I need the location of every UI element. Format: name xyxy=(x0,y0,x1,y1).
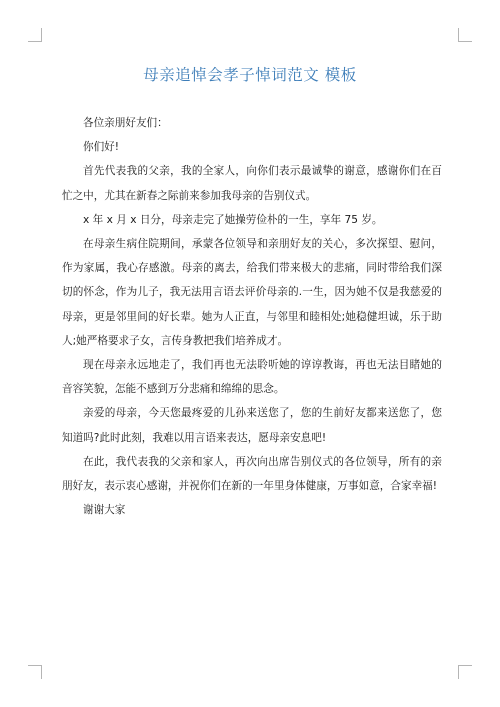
crop-mark-top-right xyxy=(458,41,472,42)
crop-mark-bottom-left xyxy=(41,665,42,679)
crop-mark-top-left xyxy=(41,28,42,42)
body-paragraph: 首先代表我的父亲，我的全家人，向你们表示最诚挚的谢意，感谢你们在百忙之中，尤其在新春之际前来参加我母亲的告别仪式。 xyxy=(62,165,442,202)
crop-mark-top-right xyxy=(458,28,459,42)
closing: 谢谢大家 xyxy=(83,504,126,517)
body-paragraph: x 年 x 月 x 日分，母亲走完了她操劳俭朴的一生，享年 75 岁。 xyxy=(83,213,383,226)
crop-mark-top-left xyxy=(28,41,42,42)
crop-mark-bottom-left xyxy=(28,665,42,666)
body-paragraph: 在母亲生病住院期间，承蒙各位领导和亲朋好友的关心，多次探望、慰问，作为家属，我心存感激。母亲的离去，给我们带来极大的悲痛，同时带给我们深切的怀念，作为儿子，我无法用言语去评价母亲的.一生，因为她不仅是我慈爱的母亲，更是邻里间的好长辈。她为人正直，与邻里和睦相处;她稳健坦诚，乐于助人;她严格要求子女，言传身教把我们培养成才。 xyxy=(62,238,442,347)
document-body xyxy=(62,111,442,522)
body-paragraph: 现在母亲永远地走了，我们再也无法聆听她的谆谆教诲，再也无法目睹她的音容笑貌，怎能不感到万分悲痛和绵绵的思念。 xyxy=(62,359,442,396)
crop-mark-bottom-right xyxy=(458,665,472,666)
document-title: 母亲追悼会孝子悼词范文 模板 xyxy=(143,66,357,84)
body-paragraph: 亲爱的母亲，今天您最疼爱的儿孙来送您了，您的生前好友都来送您了，您知道吗?此时此刻，我难以用言语来表达，愿母亲安息吧! xyxy=(62,407,442,444)
greeting: 你们好! xyxy=(83,141,120,154)
crop-mark-bottom-right xyxy=(458,665,459,679)
salutation: 各位亲朋好友们： xyxy=(83,117,168,129)
body-paragraph: 在此，我代表我的父亲和家人，再次向出席告别仪式的各位领导，所有的亲朋好友，表示衷心感谢，并祝你们在新的一年里身体健康，万事如意，合家幸福! xyxy=(62,455,442,493)
